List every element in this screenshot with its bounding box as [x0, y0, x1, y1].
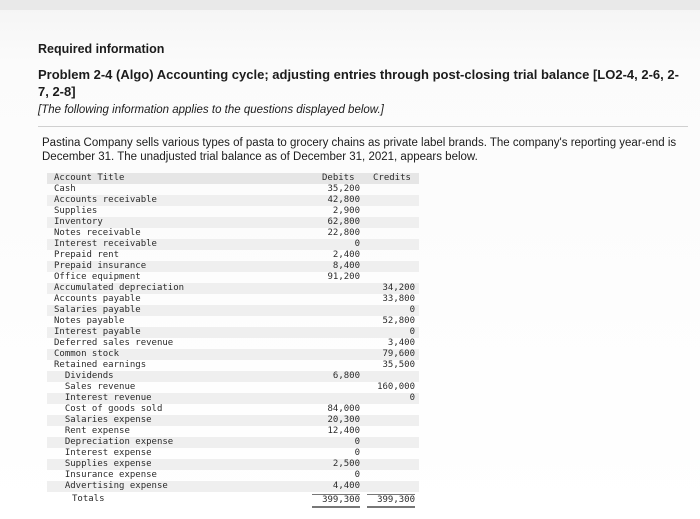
credit-cell: 33,800 — [382, 294, 415, 304]
table-row — [47, 217, 419, 228]
table-row — [47, 283, 419, 294]
credit-cell: 0 — [409, 393, 415, 403]
table-row — [47, 371, 419, 382]
trial-balance-table — [47, 173, 419, 507]
credit-cell: 79,600 — [382, 349, 415, 359]
table-row — [47, 470, 419, 481]
account-title-cell: Salaries expense — [54, 415, 152, 425]
debit-cell: 2,400 — [332, 250, 360, 260]
debit-cell: 35,200 — [327, 184, 360, 194]
table-row — [47, 481, 419, 492]
totals-credit: 399,300 — [367, 494, 415, 508]
problem-title: Problem 2-4 (Algo) Accounting cycle; adjusting entries through post-closing trial balance [LO2-4, 2-6, 2-7, 2-8] — [38, 67, 679, 99]
table-row — [47, 327, 419, 338]
debit-cell: 62,800 — [327, 217, 360, 227]
table-body — [47, 184, 419, 492]
credit-cell: 34,200 — [382, 283, 415, 293]
credit-cell: 3,400 — [387, 338, 415, 348]
account-title-cell: Notes receivable — [54, 228, 141, 238]
top-band — [0, 0, 700, 10]
totals-row — [47, 494, 419, 507]
account-title-cell: Cash — [54, 184, 76, 194]
credit-cell: 35,500 — [382, 360, 415, 370]
credit-cell: 0 — [409, 327, 415, 337]
table-row — [47, 426, 419, 437]
table-row — [47, 239, 419, 250]
problem-intro: Pastina Company sells various types of pasta to grocery chains as private label brands. The company's reporting year-end is December 31. The unadjusted trial balance as of December 31, 2021, appears below. — [42, 137, 677, 163]
debit-cell: 91,200 — [327, 272, 360, 282]
table-row — [47, 360, 419, 371]
account-title-cell: Rent expense — [54, 426, 130, 436]
debit-cell: 22,800 — [327, 228, 360, 238]
account-title-cell: Notes payable — [54, 316, 125, 326]
table-row — [47, 195, 419, 206]
table-row — [47, 448, 419, 459]
account-title-cell: Interest receivable — [54, 239, 157, 249]
account-title-cell: Dividends — [54, 371, 114, 381]
table-row — [47, 382, 419, 393]
account-title-cell: Prepaid insurance — [54, 261, 147, 271]
table-row — [47, 184, 419, 195]
account-title-cell: Accounts payable — [54, 294, 141, 304]
information-note: [The following information applies to the questions displayed below.] — [38, 104, 384, 116]
table-row — [47, 437, 419, 448]
account-title-cell: Salaries payable — [54, 305, 141, 315]
table-row — [47, 349, 419, 360]
table-row — [47, 305, 419, 316]
table-row — [47, 250, 419, 261]
account-title-cell: Common stock — [54, 349, 120, 359]
debit-cell: 0 — [354, 239, 360, 249]
totals-debit: 399,300 — [312, 494, 360, 508]
account-title-cell: Supplies — [54, 206, 98, 216]
debit-cell: 4,400 — [332, 481, 360, 491]
debit-cell: 20,300 — [327, 415, 360, 425]
debit-cell: 2,500 — [332, 459, 360, 469]
account-title-cell: Interest payable — [54, 327, 141, 337]
debit-cell: 42,800 — [327, 195, 360, 205]
account-title-cell: Supplies expense — [54, 459, 152, 469]
header-account-title: Account Title — [54, 173, 125, 183]
account-title-cell: Interest expense — [54, 448, 152, 458]
table-row — [47, 393, 419, 404]
account-title-cell: Sales revenue — [54, 382, 136, 392]
account-title-cell: Deferred sales revenue — [54, 338, 174, 348]
debit-cell: 8,400 — [332, 261, 360, 271]
table-row — [47, 228, 419, 239]
account-title-cell: Office equipment — [54, 272, 141, 282]
account-title-cell: Cost of goods sold — [54, 404, 163, 414]
account-title-cell: Advertising expense — [54, 481, 168, 491]
credit-cell: 160,000 — [377, 382, 415, 392]
debit-cell: 6,800 — [332, 371, 360, 381]
credit-cell: 52,800 — [382, 316, 415, 326]
account-title-cell: Depreciation expense — [54, 437, 174, 447]
table-header — [47, 173, 419, 184]
account-title-cell: Retained earnings — [54, 360, 147, 370]
table-row — [47, 294, 419, 305]
table-row — [47, 272, 419, 283]
debit-cell: 84,000 — [327, 404, 360, 414]
required-information-heading: Required information — [38, 42, 165, 56]
header-debits: Debits — [322, 173, 355, 183]
account-title-cell: Inventory — [54, 217, 103, 227]
account-title-cell: Insurance expense — [54, 470, 157, 480]
account-title-cell: Accumulated depreciation — [54, 283, 185, 293]
debit-cell: 0 — [354, 437, 360, 447]
table-row — [47, 415, 419, 426]
table-row — [47, 206, 419, 217]
table-row — [47, 404, 419, 415]
debit-cell: 2,900 — [332, 206, 360, 216]
credit-cell: 0 — [409, 305, 415, 315]
account-title-cell: Accounts receivable — [54, 195, 157, 205]
header-credits: Credits — [373, 173, 411, 183]
table-row — [47, 261, 419, 272]
divider — [38, 126, 688, 127]
debit-cell: 0 — [354, 448, 360, 458]
account-title-cell: Interest revenue — [54, 393, 152, 403]
totals-label: Totals — [72, 494, 105, 504]
debit-cell: 12,400 — [327, 426, 360, 436]
account-title-cell: Prepaid rent — [54, 250, 120, 260]
table-row — [47, 316, 419, 327]
table-row — [47, 459, 419, 470]
table-row — [47, 338, 419, 349]
debit-cell: 0 — [354, 470, 360, 480]
